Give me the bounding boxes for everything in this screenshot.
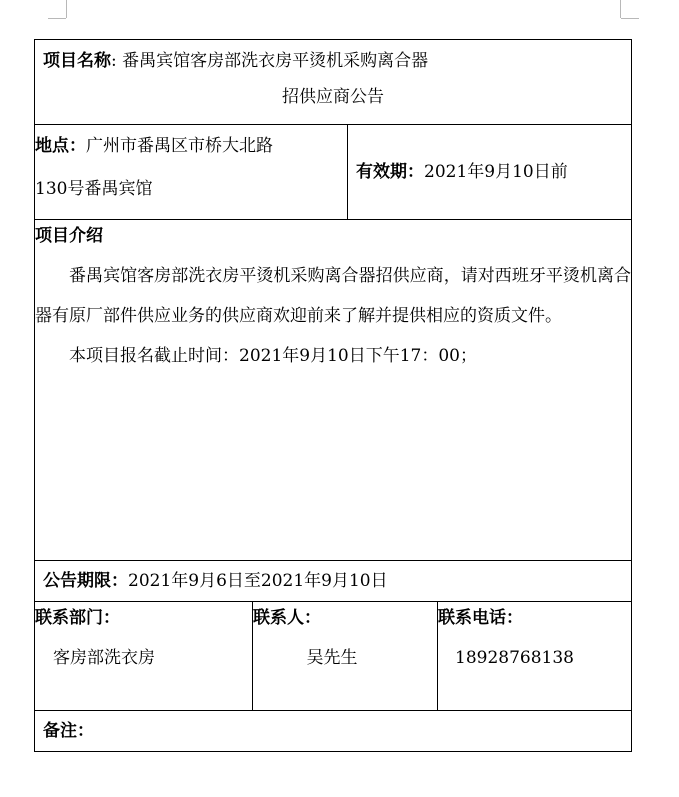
notice-period-row: [35, 561, 632, 602]
notice-period-value: 2021年9月6日至2021年9月10日: [128, 571, 388, 591]
notice-period-label: 公告期限：: [43, 571, 128, 591]
intro-row: [35, 220, 632, 561]
project-name-colon: :: [111, 51, 123, 71]
location-row: [35, 125, 632, 220]
contact-phone-label: 联系电话：: [438, 608, 523, 628]
intro-paragraph: 番禺宾馆客房部洗衣房平烫机采购离合器招供应商，请对西班牙平烫机离合器有原厂部件供应业务的供应商欢迎前来了解并提供相应的资质文件。: [35, 266, 632, 326]
crop-mark-right-horizontal: [621, 18, 639, 19]
contact-person-label: 联系人：: [253, 608, 321, 628]
contact-row: [35, 602, 632, 711]
location-label: 地点：: [35, 136, 86, 156]
intro-cell: [35, 220, 632, 561]
contact-dept-cell: [35, 602, 253, 711]
validity-label: 有效期：: [356, 162, 424, 182]
location-value-line2: 130号番禺宾馆: [35, 179, 153, 199]
project-name-value-line2: 招供应商公告: [282, 87, 384, 107]
validity-cell: [348, 125, 632, 220]
contact-dept-label: 联系部门：: [35, 608, 120, 628]
crop-mark-left-vertical: [66, 0, 67, 18]
contact-person-value: 吴先生: [306, 648, 358, 668]
validity-value: 2021年9月10日前: [424, 162, 568, 182]
location-value: 广州市番禺区市桥大北路: [86, 136, 273, 156]
contact-dept-value: 客房部洗衣房: [53, 648, 155, 668]
project-name-label: 项目名称: [43, 51, 111, 71]
crop-mark-right-vertical: [620, 0, 621, 18]
contact-phone-value: 18928768138: [455, 648, 574, 668]
contact-person-cell: [253, 602, 438, 711]
notice-period-cell: [35, 561, 632, 602]
remark-cell: [35, 711, 632, 752]
remark-row: [35, 711, 632, 752]
contact-phone-cell: [438, 602, 632, 711]
project-name-row: [35, 40, 632, 125]
project-name-value: 番禺宾馆客房部洗衣房平烫机采购离合器: [122, 51, 429, 71]
crop-mark-left-horizontal: [48, 18, 66, 19]
intro-heading: 项目介绍: [35, 226, 103, 246]
announcement-form-table: [34, 39, 632, 752]
project-name-cell: [35, 40, 632, 125]
deadline-paragraph: 本项目报名截止时间：2021年9月10日下午17：00；: [69, 346, 477, 366]
remark-label: 备注：: [43, 721, 94, 741]
location-cell: [35, 125, 348, 220]
